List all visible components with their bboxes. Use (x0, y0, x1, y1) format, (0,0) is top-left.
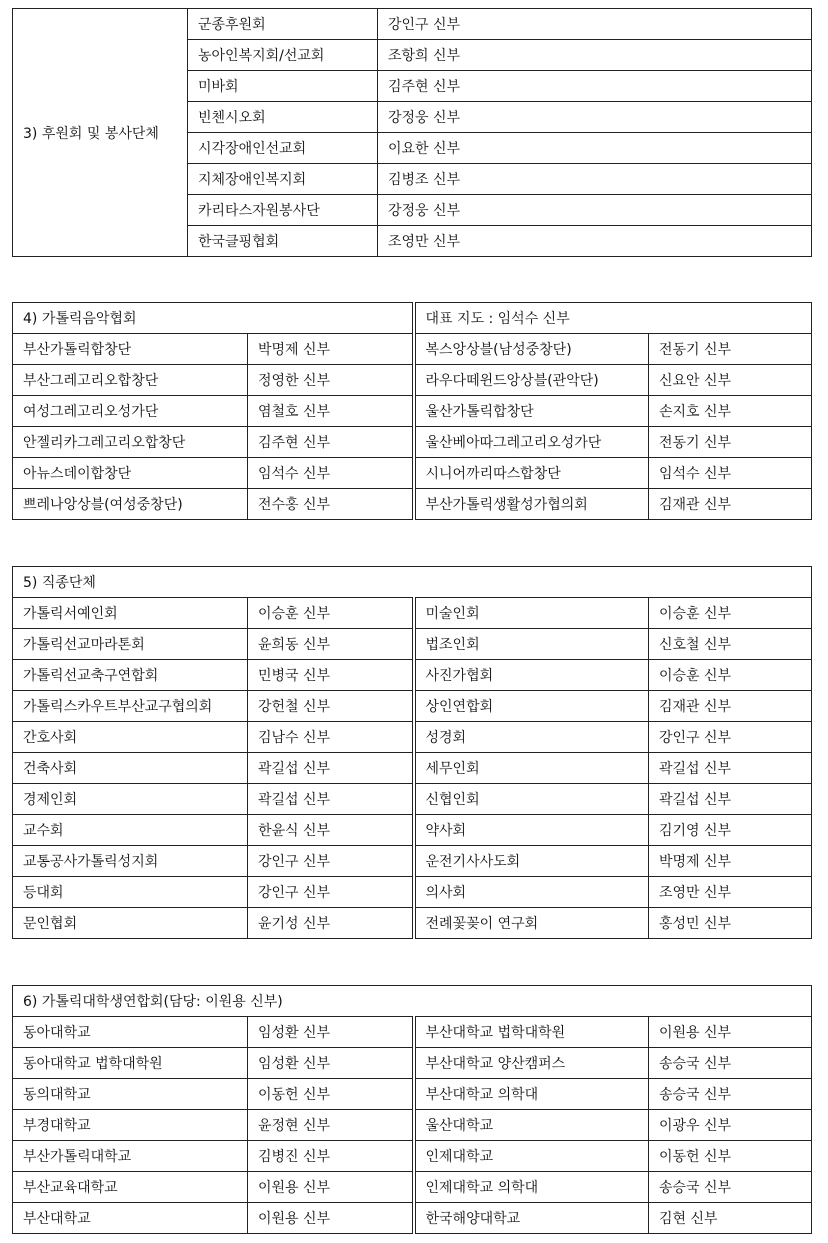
chaplain-name: 염철호 신부 (248, 396, 414, 427)
group-name: 라우다떼윈드앙상블(관악단) (414, 365, 649, 396)
chaplain-name: 신요안 신부 (649, 365, 812, 396)
chaplain-name: 곽길섭 신부 (649, 753, 812, 784)
chaplain-name: 김주현 신부 (248, 427, 414, 458)
header-row (13, 303, 812, 334)
table-row (13, 908, 812, 939)
group-name: 미바회 (188, 71, 378, 102)
group-name: 성경회 (414, 722, 649, 753)
table-row (13, 660, 812, 691)
chaplain-name: 임석수 신부 (649, 458, 812, 489)
group-name: 부산그레고리오합창단 (13, 365, 248, 396)
chaplain-name: 전동기 신부 (649, 334, 812, 365)
chaplain-name: 김기영 신부 (649, 815, 812, 846)
chaplain-name: 이승훈 신부 (649, 660, 812, 691)
group-name: 부산대학교 (13, 1203, 248, 1234)
group-name: 부산가톨릭대학교 (13, 1141, 248, 1172)
table-row (13, 334, 812, 365)
table-row (13, 489, 812, 520)
chaplain-name: 임성환 신부 (248, 1017, 414, 1048)
chaplain-name: 신호철 신부 (649, 629, 812, 660)
group-name: 부산가톨릭합창단 (13, 334, 248, 365)
support-groups-table (12, 8, 812, 257)
group-name: 등대회 (13, 877, 248, 908)
chaplain-name: 강인구 신부 (378, 9, 812, 40)
table-row (13, 458, 812, 489)
group-name: 동아대학교 법학대학원 (13, 1048, 248, 1079)
group-name: 울산베아따그레고리오성가단 (414, 427, 649, 458)
representative-director: 대표 지도 : 임석수 신부 (414, 303, 812, 334)
group-name: 운전기사사도회 (414, 846, 649, 877)
chaplain-name: 이동헌 신부 (248, 1079, 414, 1110)
section-title: 5) 직종단체 (13, 567, 812, 598)
chaplain-name: 김병조 신부 (378, 164, 812, 195)
group-name: 가톨릭선교축구연합회 (13, 660, 248, 691)
chaplain-name: 곽길섭 신부 (248, 753, 414, 784)
table-row (13, 753, 812, 784)
table-row (13, 1110, 812, 1141)
group-name: 약사회 (414, 815, 649, 846)
chaplain-name: 김재관 신부 (649, 691, 812, 722)
table-row (13, 1079, 812, 1110)
chaplain-name: 송승국 신부 (649, 1172, 812, 1203)
chaplain-name: 이승훈 신부 (649, 598, 812, 629)
chaplain-name: 조영만 신부 (649, 877, 812, 908)
music-association-table (12, 302, 812, 520)
chaplain-name: 이원용 신부 (248, 1203, 414, 1234)
table-row (13, 691, 812, 722)
group-name: 경제인회 (13, 784, 248, 815)
table-row (13, 1048, 812, 1079)
group-name: 문인협회 (13, 908, 248, 939)
table-row (13, 722, 812, 753)
header-row (13, 986, 812, 1017)
chaplain-name: 임석수 신부 (248, 458, 414, 489)
group-name: 농아인복지회/선교회 (188, 40, 378, 71)
chaplain-name: 김현 신부 (649, 1203, 812, 1234)
group-name: 동의대학교 (13, 1079, 248, 1110)
group-name: 복스앙상블(남성중창단) (414, 334, 649, 365)
group-name: 간호사회 (13, 722, 248, 753)
chaplain-name: 윤희동 신부 (248, 629, 414, 660)
group-name: 부경대학교 (13, 1110, 248, 1141)
group-name: 교수회 (13, 815, 248, 846)
group-name: 인제대학교 (414, 1141, 649, 1172)
chaplain-name: 김재관 신부 (649, 489, 812, 520)
table-row (13, 9, 812, 40)
student-federation-table (12, 985, 812, 1234)
chaplain-name: 김남수 신부 (248, 722, 414, 753)
chaplain-name: 윤정현 신부 (248, 1110, 414, 1141)
table-row (13, 846, 812, 877)
table-row (13, 877, 812, 908)
group-name: 인제대학교 의학대 (414, 1172, 649, 1203)
chaplain-name: 전동기 신부 (649, 427, 812, 458)
table-row (13, 1203, 812, 1234)
chaplain-name: 김주현 신부 (378, 71, 812, 102)
chaplain-name: 강인구 신부 (248, 877, 414, 908)
chaplain-name: 조영만 신부 (378, 226, 812, 257)
table-row (13, 1172, 812, 1203)
group-name: 상인연합회 (414, 691, 649, 722)
chaplain-name: 전수홍 신부 (248, 489, 414, 520)
chaplain-name: 박명제 신부 (649, 846, 812, 877)
chaplain-name: 이원용 신부 (649, 1017, 812, 1048)
table-row (13, 1017, 812, 1048)
table-row (13, 427, 812, 458)
group-name: 울산가톨릭합창단 (414, 396, 649, 427)
group-name: 교통공사가톨릭성지회 (13, 846, 248, 877)
group-name: 동아대학교 (13, 1017, 248, 1048)
group-name: 여성그레고리오성가단 (13, 396, 248, 427)
table-row (13, 784, 812, 815)
chaplain-name: 강정웅 신부 (378, 102, 812, 133)
group-name: 안젤리카그레고리오합창단 (13, 427, 248, 458)
table-row (13, 598, 812, 629)
chaplain-name: 곽길섭 신부 (649, 784, 812, 815)
group-name: 전례꽃꽂이 연구회 (414, 908, 649, 939)
chaplain-name: 이원용 신부 (248, 1172, 414, 1203)
group-name: 군종후원회 (188, 9, 378, 40)
group-name: 아뉴스데이합창단 (13, 458, 248, 489)
group-name: 지체장애인복지회 (188, 164, 378, 195)
group-name: 시니어까리따스합창단 (414, 458, 649, 489)
group-name: 한국클핑협회 (188, 226, 378, 257)
section-title: 3) 후원회 및 봉사단체 (13, 9, 188, 257)
section-title: 6) 가톨릭대학생연합회(담당: 이원용 신부) (13, 986, 812, 1017)
group-name: 의사회 (414, 877, 649, 908)
chaplain-name: 김병진 신부 (248, 1141, 414, 1172)
professional-groups-table (12, 566, 812, 939)
chaplain-name: 강인구 신부 (248, 846, 414, 877)
chaplain-name: 이요한 신부 (378, 133, 812, 164)
chaplain-name: 민병국 신부 (248, 660, 414, 691)
group-name: 빈첸시오회 (188, 102, 378, 133)
table-row (13, 396, 812, 427)
section-title: 4) 가톨릭음악협회 (13, 303, 414, 334)
chaplain-name: 강헌철 신부 (248, 691, 414, 722)
chaplain-name: 조항희 신부 (378, 40, 812, 71)
chaplain-name: 홍성민 신부 (649, 908, 812, 939)
table-row (13, 365, 812, 396)
chaplain-name: 강인구 신부 (649, 722, 812, 753)
group-name: 부산교육대학교 (13, 1172, 248, 1203)
group-name: 울산대학교 (414, 1110, 649, 1141)
chaplain-name: 임성환 신부 (248, 1048, 414, 1079)
group-name: 건축사회 (13, 753, 248, 784)
group-name: 쁘레나앙상블(여성중창단) (13, 489, 248, 520)
chaplain-name: 송승국 신부 (649, 1079, 812, 1110)
group-name: 부산가톨릭생활성가협의회 (414, 489, 649, 520)
chaplain-name: 정영한 신부 (248, 365, 414, 396)
group-name: 사진가협회 (414, 660, 649, 691)
chaplain-name: 박명제 신부 (248, 334, 414, 365)
header-row (13, 567, 812, 598)
chaplain-name: 강정웅 신부 (378, 195, 812, 226)
group-name: 한국해양대학교 (414, 1203, 649, 1234)
group-name: 시각장애인선교회 (188, 133, 378, 164)
table-row (13, 1141, 812, 1172)
group-name: 부산대학교 법학대학원 (414, 1017, 649, 1048)
group-name: 부산대학교 양산캠퍼스 (414, 1048, 649, 1079)
group-name: 가톨릭선교마라톤회 (13, 629, 248, 660)
group-name: 가톨릭스카우트부산교구협의회 (13, 691, 248, 722)
chaplain-name: 윤기성 신부 (248, 908, 414, 939)
chaplain-name: 이동헌 신부 (649, 1141, 812, 1172)
group-name: 가톨릭서예인회 (13, 598, 248, 629)
chaplain-name: 손지호 신부 (649, 396, 812, 427)
group-name: 세무인회 (414, 753, 649, 784)
group-name: 카리타스자원봉사단 (188, 195, 378, 226)
group-name: 부산대학교 의학대 (414, 1079, 649, 1110)
table-row (13, 629, 812, 660)
chaplain-name: 이승훈 신부 (248, 598, 414, 629)
group-name: 법조인회 (414, 629, 649, 660)
group-name: 신협인회 (414, 784, 649, 815)
chaplain-name: 한윤식 신부 (248, 815, 414, 846)
table-row (13, 815, 812, 846)
chaplain-name: 이광우 신부 (649, 1110, 812, 1141)
group-name: 미술인회 (414, 598, 649, 629)
chaplain-name: 곽길섭 신부 (248, 784, 414, 815)
chaplain-name: 송승국 신부 (649, 1048, 812, 1079)
